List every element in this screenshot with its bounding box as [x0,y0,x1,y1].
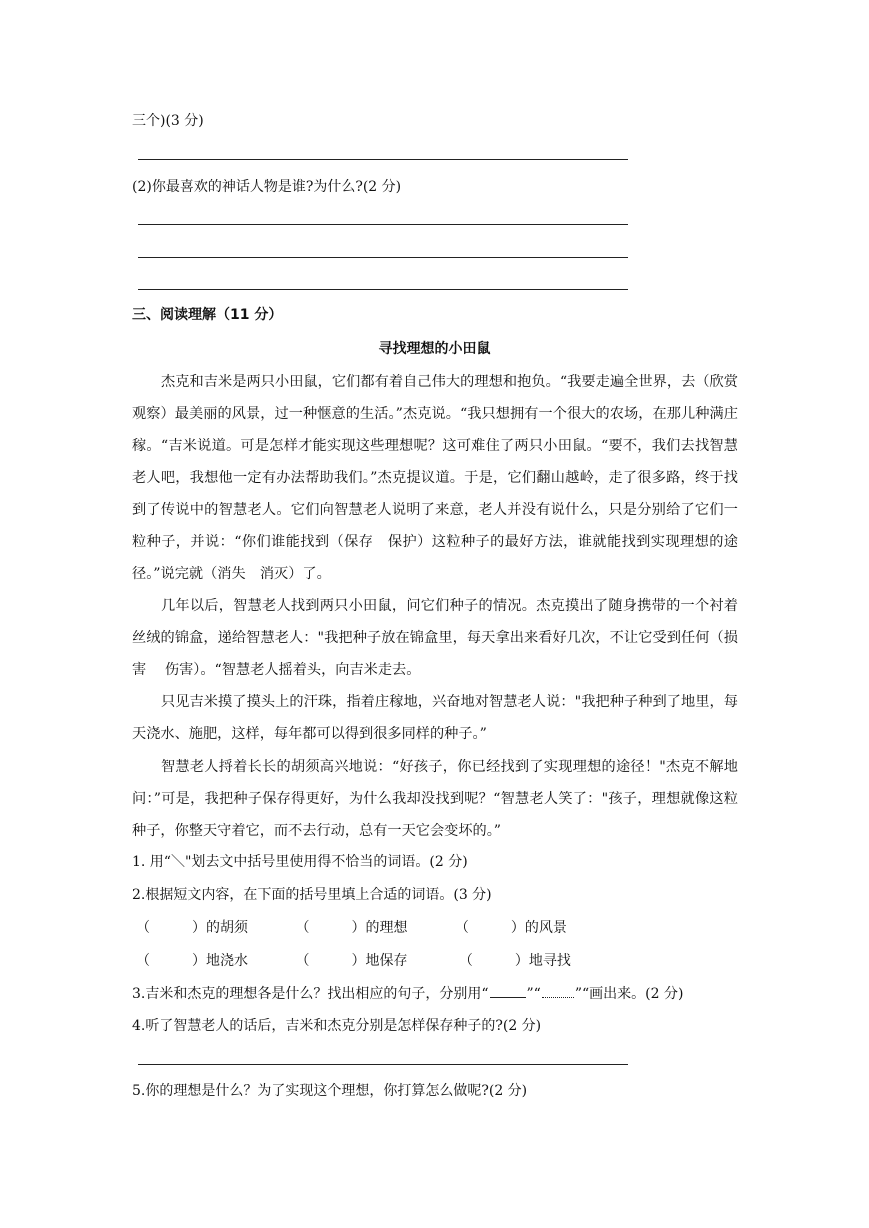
fill-blank-item[interactable]: （ ）地浇水 [136,953,248,969]
story-paragraph-1: 杰克和吉米是两只小田鼠，它们都有着自己伟大的理想和抱负。“我要走遍全世界，去（欣赏 观察）最美丽的风景，过一种惬意的生活。”杰克说。“我只想拥有一个很大的农场，在那儿种满庄稼。“吉米说道。可是怎样才能实现这些理想呢？这可难住了两只小田鼠。“要不，我们去找智慧老人吧，我想他一定有办法帮助我们。”杰克提议道。于是，它们翻山越岭，走了很多路，终于找到了传说中的智慧老人。它们向智慧老人说明了来意，老人并没有说什么，只是分别给了它们一粒种子，并说：“你们谁能找到（保存 保护）这粒种子的最好方法，谁就能找到实现理想的途径。”说完就（消失 消灭）了。 [132,374,757,582]
previous-question-tail: 三个)(3 分) [132,113,204,129]
question-4: 4.听了智慧老人的话后，吉米和杰克分别是怎样保存种子的?(2 分) [132,1018,542,1034]
answer-line [138,289,628,290]
question-3-quote: ”“ [526,986,541,1002]
question-3 [132,984,683,1004]
question-3-quote: ”“ [574,986,590,1002]
section-heading: 三、阅读理解（11 分） [132,307,283,323]
fill-blank-item[interactable]: （ ）地寻找 [458,953,571,969]
answer-line [138,159,628,160]
question-3-prefix: 3.吉米和杰克的理想各是什么？找出相应的句子，分别用“ [132,986,489,1002]
answer-line [138,1064,628,1065]
dotted-mark-sample [542,985,574,998]
story-paragraph-2: 几年以后，智慧老人找到两只小田鼠，问它们种子的情况。杰克摸出了随身携带的一个衬着丝绒的锦盒，递给智慧老人："我把种子放在锦盒里，每天拿出来看好几次，不让它受到任何（损害 伤害）。“智慧老人摇着头，向吉米走去。 [132,598,738,678]
fill-blank-item[interactable]: （ ）的胡须 [136,920,248,936]
fill-blank-row-1 [136,918,567,938]
question-5: 5.你的理想是什么？为了实现这个理想，你打算怎么做呢?(2 分) [132,1083,528,1099]
story-paragraph-3: 只见吉米摸了摸头上的汗珠，指着庄稼地，兴奋地对智慧老人说："我把种子种到了地里，每天浇水、施肥，这样，每年都可以得到很多同样的种子。” [132,694,738,742]
question-3-suffix: 画出来。(2 分) [589,986,684,1002]
question-2: 2.根据短文内容，在下面的括号里填上合适的词语。(3 分) [132,887,492,903]
fill-blank-item[interactable]: （ ）的风景 [454,920,567,936]
story-paragraph-4: 智慧老人捋着长长的胡须高兴地说：“好孩子，你已经找到了实现理想的途径！"杰克不解地问：”可是，我把种子保存得更好，为什么我却没找到呢？“智慧老人笑了："孩子，理想就像这粒种子，你整天守着它，而不去行动，总有一天它会变坏的。” [132,759,738,839]
answer-line [138,224,628,225]
previous-question-2: (2)你最喜欢的神话人物是谁?为什么?(2 分) [132,179,402,195]
fill-blank-row-2 [136,951,571,971]
story-title: 寻找理想的小田鼠 [378,341,491,357]
fill-blank-item[interactable]: （ ）地保存 [295,953,408,969]
fill-blank-item[interactable]: （ ）的理想 [295,920,408,936]
underline-mark-sample [490,985,526,998]
answer-line [138,257,628,258]
question-1: 1. 用“＼"划去文中括号里使用得不恰当的词语。(2 分) [132,854,468,870]
